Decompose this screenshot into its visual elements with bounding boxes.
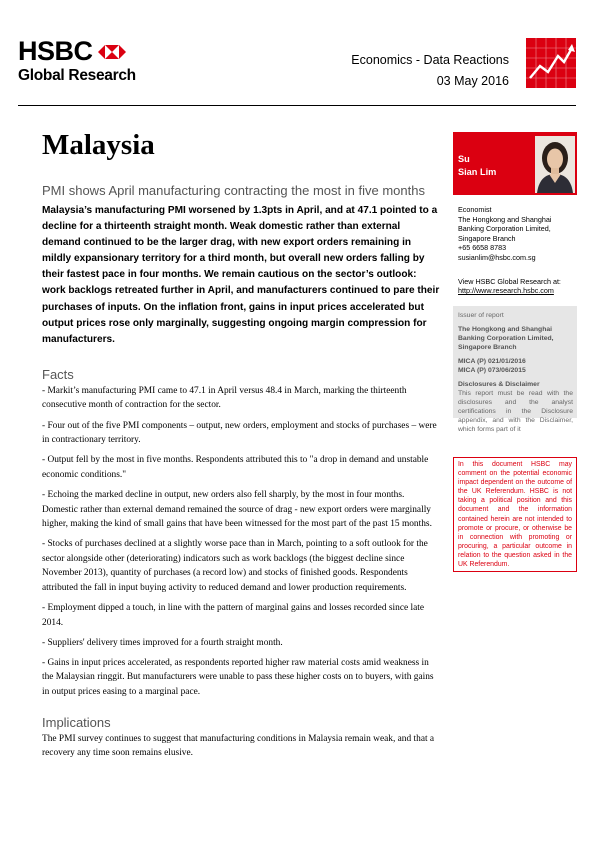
- issuer-name: [458, 325, 573, 352]
- disclosures-text: This report must be read with the disclosures and the analyst certifications in the Disclosure appendix, and with the Disclaimer, which forms part of it: [458, 390, 573, 434]
- fact-paragraph: - Four out of the five PMI components – output, new orders, employment and stocks of purchases – were in contractionary territory.: [42, 420, 437, 446]
- issuer-line: Banking Corporation Limited,: [458, 335, 554, 343]
- author-email[interactable]: susianlim@hsbc.com.sg: [458, 252, 536, 262]
- referendum-notice: In this document HSBC may comment on the potential economic impact dependent on the outcome of the UK Referendum. HSBC is not taking a political position and this document and the information contained herein are not intended to promote or procure, or otherwise be in connection with promoting or procuring, a particular outcome in relation to the question asked in the UK Referendum.: [453, 457, 577, 572]
- fact-paragraph: - Stocks of purchases declined at a slightly worse pace than in March, pointing to a soft outlook for the sector alongside other (deteriorating) indicators such as work backlogs (the biggest decline since November 2013), quantity of purchases (a record low) and stocks of finished goods. Respondents attributed the fall in input buying activity to reduced demand and lower production requirements.: [42, 539, 428, 593]
- implications-heading: Implications: [42, 714, 111, 730]
- author-details: [453, 205, 577, 263]
- hsbc-hexagon-icon: [98, 42, 126, 62]
- report-date: 03 May 2016: [436, 74, 509, 88]
- page-title: Malaysia: [42, 129, 155, 161]
- research-link[interactable]: http://www.research.hsbc.com: [458, 286, 554, 296]
- research-link-label: View HSBC Global Research at:: [458, 276, 561, 286]
- author-card: [453, 132, 577, 195]
- fact-paragraph: - Gains in input prices accelerated, as respondents reported higher raw material costs amid weakness in the Malaysian ringgit. But manufacturers were unable to pass these higher costs on to buyers, with gains in output prices easing to a marginal pace.: [42, 657, 434, 698]
- issuer-label: Issuer of report: [458, 312, 504, 320]
- mica-number: MICA (P) 021/01/2016: [458, 358, 526, 366]
- mica-numbers: [458, 357, 573, 375]
- author-phone: +65 6658 8783: [458, 243, 507, 253]
- hsbc-logo: [18, 38, 148, 85]
- summary-paragraph: Malaysia’s manufacturing PMI worsened by 1.3pts in April, and at 47.1 pointed to a decline for a thirteenth straight month. Weak domestic rather than external demand continued to be the larger drag, with new export orders remaining in mildly expansionary territory for a third month, but overall new orders falling by their fastest pace in four months. We remain cautious on the sector’s outlook: work backlogs retreated further in April, and manufacturers continued to pare their purchases of inputs. On the inflation front, gains in input prices accelerated but output prices rose only marginally, suggesting ongoing margin compression for manufacturers.: [42, 205, 440, 345]
- logo-subtitle: Global Research: [18, 67, 136, 84]
- facts-list: [42, 384, 440, 700]
- fact-paragraph: - Output fell by the most in five months. Respondents attributed this to "a drop in demand and unstable economic conditions.": [42, 455, 429, 480]
- fact-paragraph: - Markit’s manufacturing PMI came to 47.1 in April versus 48.4 in March, marking the thirteenth consecutive month of contraction for the sector.: [42, 385, 407, 411]
- implication-paragraph: The PMI survey continues to suggest that manufacturing conditions in Malaysia remain weak, and that a recovery any time soon remains elusive.: [42, 733, 435, 759]
- implications-list: [42, 732, 440, 761]
- facts-heading: Facts: [42, 366, 74, 382]
- issuer-line: The Hongkong and Shanghai: [458, 326, 553, 334]
- main-content: [42, 130, 440, 766]
- author-photo: [535, 136, 575, 193]
- header-rule: [18, 105, 576, 106]
- author-name: [458, 153, 496, 178]
- author-role: Economist: [458, 205, 492, 214]
- author-last-name: Sian Lim: [458, 166, 497, 177]
- sidebar: [453, 132, 577, 434]
- mica-number: MICA (P) 073/06/2015: [458, 367, 526, 375]
- line-chart-icon: [526, 38, 576, 88]
- report-type: Economics - Data Reactions: [351, 53, 509, 67]
- fact-paragraph: - Echoing the marked decline in output, new orders also fell sharply, by the most in four months. Domestic rather than external demand remained the source of drag - new export orders were marginally higher, making the kind of small gains that have been witnessed for the most part of the past 15 months.: [42, 489, 432, 530]
- fact-paragraph: - Suppliers' delivery times improved for a fourth straight month.: [42, 637, 283, 648]
- disclosures-title: Disclosures & Disclaimer: [458, 381, 540, 389]
- author-first-name: Su: [458, 154, 470, 164]
- issuer-line: Singapore Branch: [458, 344, 517, 352]
- author-company-line: Singapore Branch: [458, 233, 516, 243]
- logo-wordmark: HSBC: [18, 36, 93, 66]
- issuer-box: [453, 306, 577, 434]
- author-company-line: The Hongkong and Shanghai: [458, 214, 552, 224]
- report-meta: [351, 50, 509, 92]
- research-link-block: [453, 277, 577, 297]
- page-subtitle: PMI shows April manufacturing contracting the most in five months: [42, 183, 425, 198]
- author-company-line: Banking Corporation Limited,: [458, 224, 551, 234]
- fact-paragraph: - Employment dipped a touch, in line with the pattern of marginal gains and losses recorded since late 2014.: [42, 603, 425, 628]
